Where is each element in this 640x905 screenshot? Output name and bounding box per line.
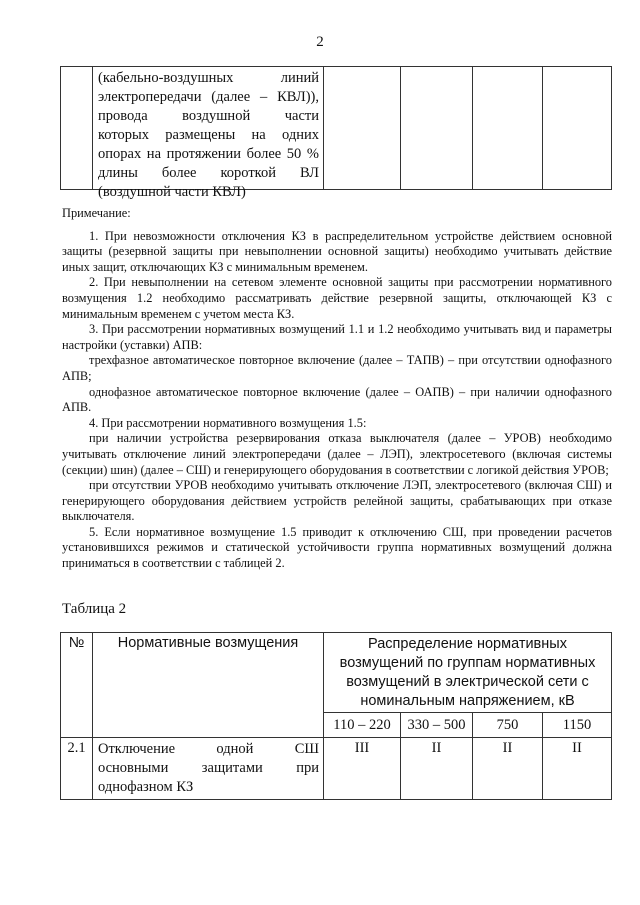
note-paragraph: 3. При рассмотрении нормативных возмущений 1.1 и 1.2 необходимо учитывать вид и параметры настройки (уставки) АПВ: <box>62 322 612 352</box>
row-group-value: II <box>401 738 473 800</box>
table-row <box>61 738 612 800</box>
voltage-header: 330 – 500 <box>401 713 473 738</box>
note-paragraph: при отсутствии УРОВ необходимо учитывать отключение ЛЭП, электросетевого (включая СШ) и генерирующего оборудования действием устройств релейной защиты, срабатывающих при отказе выключателя. <box>62 478 612 524</box>
row-description-line: Отключение одной СШ <box>98 741 319 757</box>
row-group-value: II <box>543 738 612 800</box>
note-paragraph: 2. При невыполнении на сетевом элементе основной защиты при рассмотрении нормативного возмущения 1.2 необходимо рассматривать действие резервной защиты, отключающей КЗ с минимальным временем с учетом места КЗ. <box>62 275 612 321</box>
notes-heading: Примечание: <box>62 206 131 220</box>
table2-header-group: Распределение нормативных возмущений по группам нормативных возмущений в электрической сети с номинальным напряжением, кВ <box>324 633 612 713</box>
continuation-empty-cell <box>473 67 543 190</box>
continuation-description-cell <box>93 67 324 200</box>
note-paragraph: 4. При рассмотрении нормативного возмущения 1.5: <box>89 415 367 430</box>
note-paragraph: при наличии устройства резервирования отказа выключателя (далее – УРОВ) необходимо учитывать отключение линий электропередачи (далее – ЛЭП), электросетевого (включая системы (секции) шин) (далее – СШ) и генерирующего оборудования в соответствии с логикой действия УРОВ; <box>62 431 612 477</box>
voltage-header: 750 <box>473 713 543 738</box>
row-description-line: однофазном КЗ <box>98 779 194 795</box>
voltage-header: 110 – 220 <box>324 713 401 738</box>
continuation-line: которых размещены на одних <box>98 127 319 143</box>
table2-header-description: Нормативные возмущения <box>93 633 324 738</box>
continuation-line: опорах на протяжении более 50 % <box>98 146 319 162</box>
continuation-line: электропередачи (далее – КВЛ)), <box>98 89 319 105</box>
continuation-line: длины более короткой ВЛ <box>98 165 319 181</box>
continuation-number-cell <box>61 67 93 190</box>
voltage-header: 1150 <box>543 713 612 738</box>
note-paragraph: трехфазное автоматическое повторное включение (далее – ТАПВ) – при отсутствии однофазного АПВ; <box>62 353 612 383</box>
table2-header-number: № <box>61 633 93 738</box>
continuation-table <box>60 66 612 200</box>
continuation-empty-cell <box>543 67 612 190</box>
row-group-value: III <box>324 738 401 800</box>
page-number: 2 <box>316 34 324 50</box>
note-paragraph: 1. При невозможности отключения КЗ в распределительном устройстве действием основной защиты (резервной защиты при невыполнении основной защиты) необходимо учитывать действие иных защит, отключающих КЗ с минимальным временем. <box>62 228 612 274</box>
continuation-line: (воздушной части КВЛ) <box>98 184 246 200</box>
row-description <box>93 738 324 800</box>
row-description-line: основными защитами при <box>98 760 319 776</box>
row-number: 2.1 <box>61 738 93 800</box>
table2-title: Таблица 2 <box>62 601 127 617</box>
note-paragraph: однофазное автоматическое повторное включение (далее – ОАПВ) – при наличии однофазного АПВ. <box>62 384 612 415</box>
notes-section <box>62 206 612 572</box>
row-group-value: II <box>473 738 543 800</box>
continuation-line: провода воздушной части <box>98 108 319 124</box>
continuation-line: (кабельно-воздушных линий <box>98 70 319 86</box>
note-paragraph: 5. Если нормативное возмущение 1.5 приводит к отключению СШ, при проведении расчетов установившихся режимов и статической устойчивости группа нормативных возмущений должна приниматься в соответствии с таблицей 2. <box>62 524 612 571</box>
continuation-empty-cell <box>401 67 473 190</box>
table2 <box>60 632 612 800</box>
continuation-empty-cell <box>324 67 401 190</box>
